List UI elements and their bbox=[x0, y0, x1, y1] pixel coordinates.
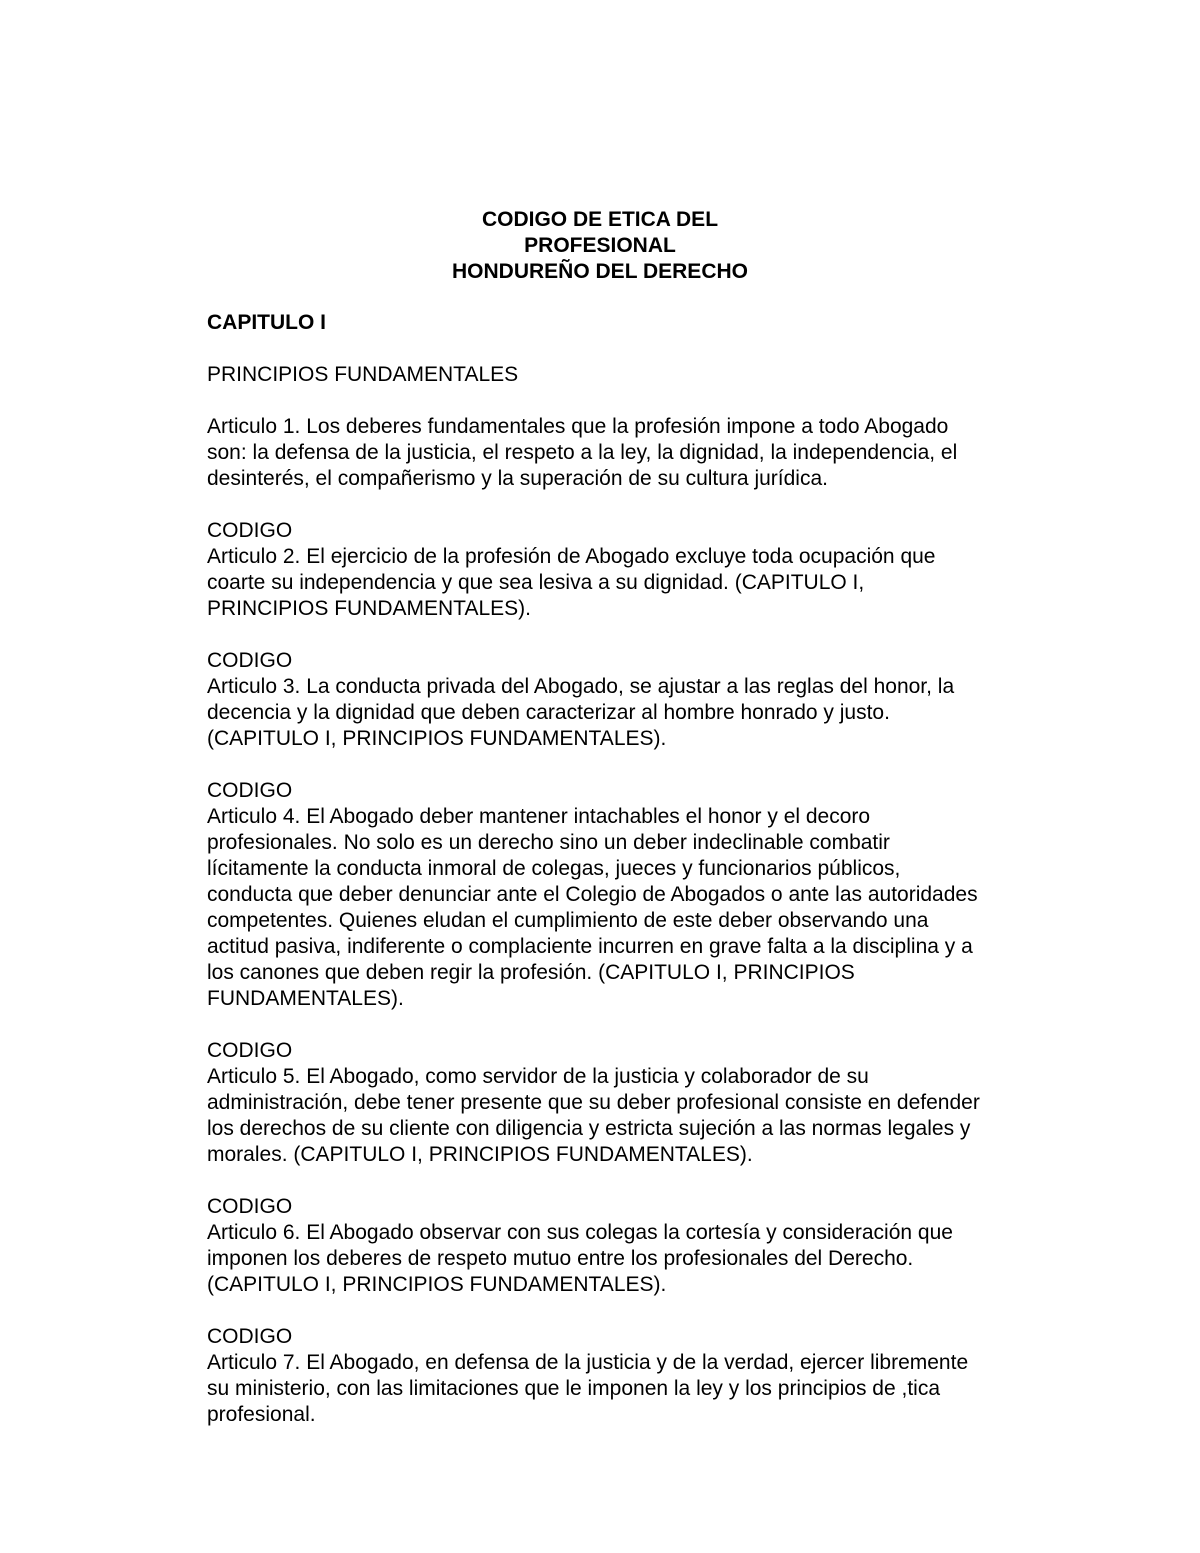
article-4 bbox=[207, 778, 1037, 1012]
code-label: CODIGO bbox=[207, 1325, 293, 1348]
article-line: los derechos de su cliente con diligencia y estricta sujeción a las normas legales y bbox=[207, 1117, 971, 1140]
article-2 bbox=[207, 518, 1037, 622]
article-7 bbox=[207, 1324, 1037, 1428]
title-line: PROFESIONAL bbox=[524, 234, 676, 257]
article-line: (CAPITULO I, PRINCIPIOS FUNDAMENTALES). bbox=[207, 727, 667, 750]
article-line: profesionales. No solo es un derecho sino un deber indeclinable combatir bbox=[207, 831, 890, 854]
article-line: decencia y la dignidad que deben caracterizar al hombre honrado y justo. bbox=[207, 701, 890, 724]
article-line: coarte su independencia y que sea lesiva a su dignidad. (CAPITULO I, bbox=[207, 571, 865, 594]
section-heading: PRINCIPIOS FUNDAMENTALES bbox=[207, 363, 519, 386]
code-label: CODIGO bbox=[207, 1039, 293, 1062]
article-line: administración, debe tener presente que su deber profesional consiste en defender bbox=[207, 1091, 980, 1114]
code-label: CODIGO bbox=[207, 779, 293, 802]
article-line: lícitamente la conducta inmoral de colegas, jueces y funcionarios públicos, bbox=[207, 857, 901, 880]
article-line: Articulo 4. El Abogado deber mantener intachables el honor y el decoro bbox=[207, 805, 871, 828]
code-label: CODIGO bbox=[207, 519, 293, 542]
article-line: Articulo 2. El ejercicio de la profesión de Abogado excluye toda ocupación que bbox=[207, 545, 936, 568]
article-line: actitud pasiva, indiferente o complaciente incurren en grave falta a la disciplina y a bbox=[207, 935, 973, 958]
article-line: conducta que deber denunciar ante el Colegio de Abogados o ante las autoridades bbox=[207, 883, 978, 906]
article-line: desinterés, el compañerismo y la superación de su cultura jurídica. bbox=[207, 467, 828, 490]
article-line: FUNDAMENTALES). bbox=[207, 987, 404, 1010]
article-5 bbox=[207, 1038, 1037, 1168]
title-line: CODIGO DE ETICA DEL bbox=[481, 208, 719, 231]
article-line: profesional. bbox=[207, 1403, 316, 1426]
article-line: competentes. Quienes eludan el cumplimiento de este deber observando una bbox=[207, 909, 929, 932]
article-line: PRINCIPIOS FUNDAMENTALES). bbox=[207, 597, 531, 620]
article-line: Articulo 5. El Abogado, como servidor de la justicia y colaborador de su bbox=[207, 1065, 869, 1088]
article-line: los canones que deben regir la profesión. (CAPITULO I, PRINCIPIOS bbox=[207, 961, 855, 984]
articles-list bbox=[207, 414, 1037, 1428]
code-label: CODIGO bbox=[207, 649, 293, 672]
article-line: son: la defensa de la justicia, el respeto a la ley, la dignidad, la independencia, el bbox=[207, 441, 958, 464]
article-line: su ministerio, con las limitaciones que le imponen la ley y los principios de ,tica bbox=[207, 1377, 941, 1400]
chapter-heading: CAPITULO I bbox=[207, 311, 326, 334]
article-line: Articulo 6. El Abogado observar con sus colegas la cortesía y consideración que bbox=[207, 1221, 953, 1244]
code-label: CODIGO bbox=[207, 1195, 293, 1218]
article-line: Articulo 1. Los deberes fundamentales que la profesión impone a todo Abogado bbox=[207, 415, 949, 438]
article-line: (CAPITULO I, PRINCIPIOS FUNDAMENTALES). bbox=[207, 1273, 667, 1296]
article-line: imponen los deberes de respeto mutuo entre los profesionales del Derecho. bbox=[207, 1247, 914, 1270]
article-3 bbox=[207, 648, 1037, 752]
article-6 bbox=[207, 1194, 1037, 1298]
document-body bbox=[207, 310, 1037, 1428]
title-line: HONDUREÑO DEL DERECHO bbox=[452, 260, 748, 283]
article-line: Articulo 7. El Abogado, en defensa de la justicia y de la verdad, ejercer libremente bbox=[207, 1351, 969, 1374]
article-1 bbox=[207, 414, 1037, 492]
article-line: Articulo 3. La conducta privada del Abogado, se ajustar a las reglas del honor, la bbox=[207, 675, 955, 698]
article-line: morales. (CAPITULO I, PRINCIPIOS FUNDAMENTALES). bbox=[207, 1143, 753, 1166]
document-title bbox=[0, 207, 1200, 285]
